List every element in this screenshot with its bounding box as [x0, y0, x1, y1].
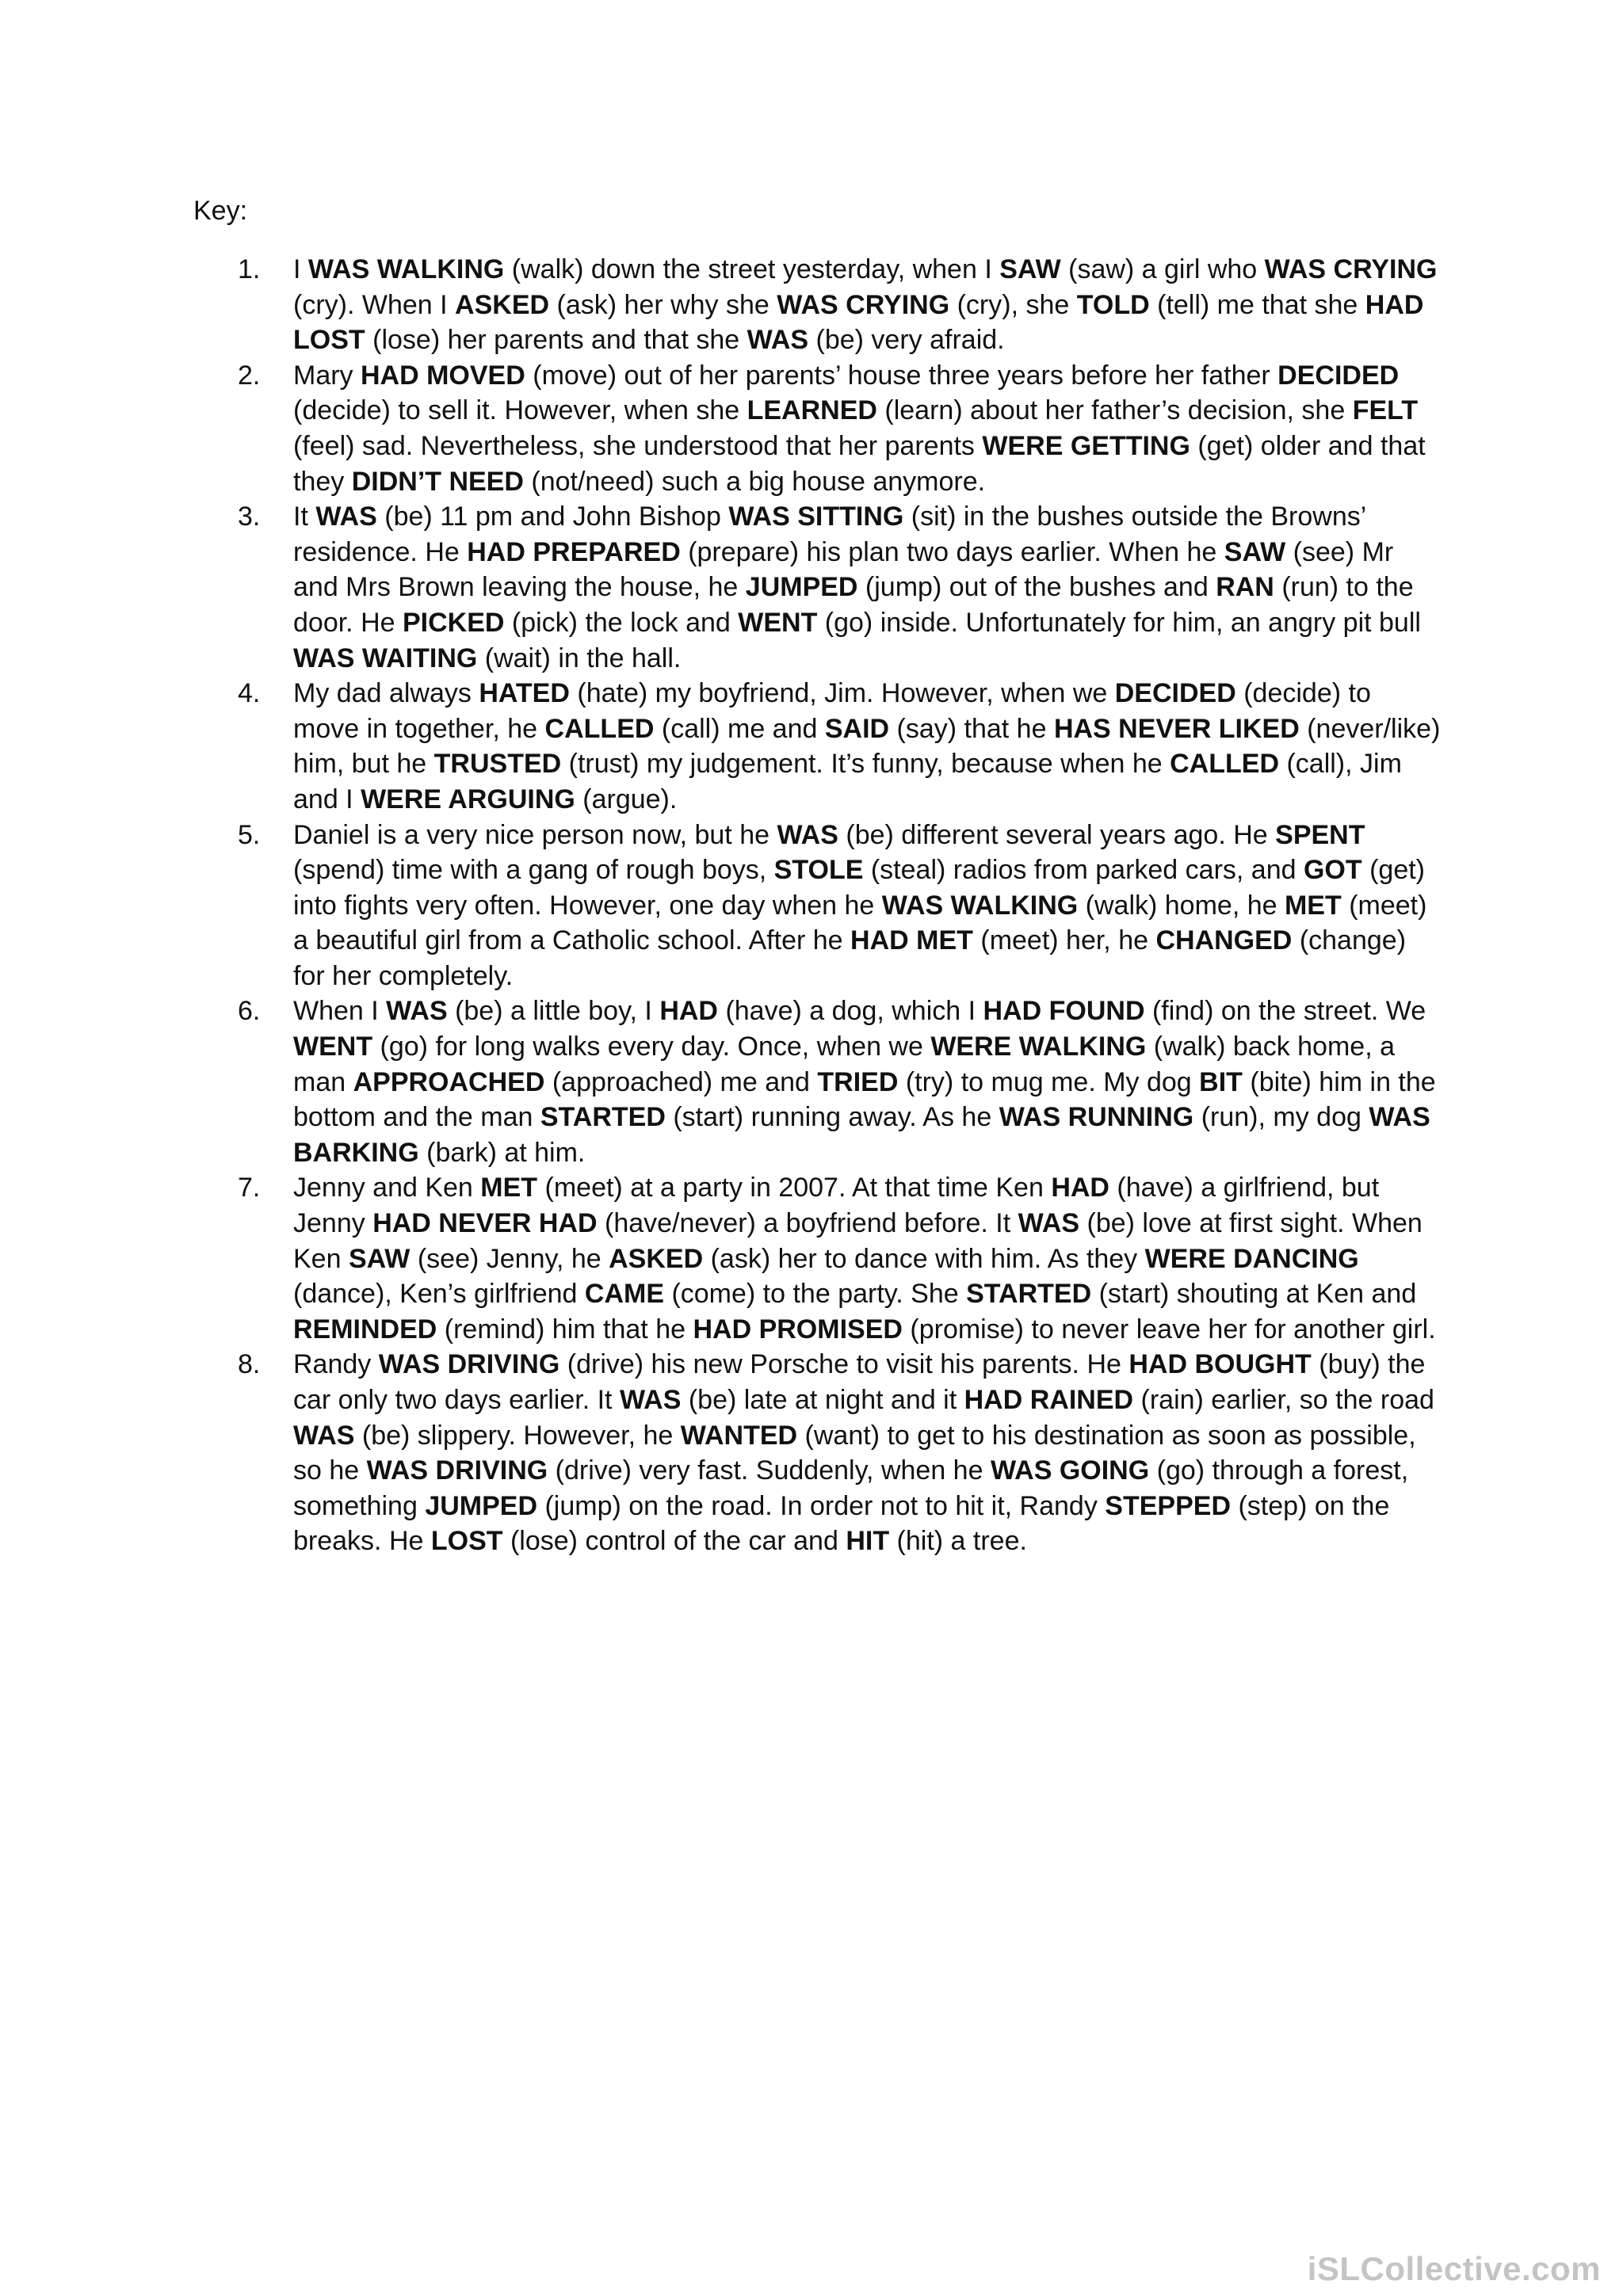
sentence-fragment: (run), my dog [1193, 1102, 1369, 1133]
answer-verb: HAD PROMISED [693, 1314, 903, 1344]
item-text [293, 820, 1426, 991]
answer-verb: SAID [824, 713, 890, 744]
sentence-fragment: (walk) home, he [1078, 890, 1285, 921]
sentence-fragment: (meet) a beautiful girl from a Catholic school. After he [293, 890, 1427, 956]
item-number: 8. [238, 1349, 261, 1380]
sentence-fragment: (meet) her, he [972, 925, 1156, 956]
list-item [238, 818, 1442, 994]
sentence-fragment: (decide) to sell it. However, when she [293, 395, 747, 426]
sentence-fragment: (bark) at him. [418, 1137, 586, 1168]
answer-verb: ASKED [455, 289, 550, 320]
answer-verb: APPROACHED [353, 1066, 545, 1097]
answer-verb: WENT [293, 1032, 373, 1062]
answer-verb: HAD LOST [293, 289, 1424, 356]
sentence-fragment: (walk) back home, a man [293, 1032, 1395, 1097]
answer-verb: CALLED [1170, 749, 1280, 780]
answer-verb: WAS DRIVING [366, 1455, 548, 1486]
answer-verb: DECIDED [1277, 360, 1400, 391]
watermark-logo: iSLCollective.com [1307, 2250, 1601, 2287]
answer-verb: RAN [1216, 572, 1274, 603]
list-item [238, 1347, 1442, 1559]
item-text [293, 1173, 1436, 1344]
sentence-fragment: (get) into fights very often. However, one day when he [293, 855, 1425, 921]
sentence-fragment: (learn) about her father’s decision, she [876, 395, 1353, 426]
answer-verb: HAD RAINED [964, 1385, 1134, 1415]
sentence-fragment: (not/need) such a big house anymore. [523, 466, 986, 497]
answer-verb: JUMPED [745, 572, 858, 603]
sentence-fragment: (pick) the lock and [504, 607, 739, 638]
sentence-fragment: (go) for long walks every day. Once, when we [372, 1032, 931, 1062]
answer-verb: WAS GOING [990, 1455, 1150, 1486]
sentence-fragment: My dad always [293, 678, 479, 709]
sentence-fragment: (come) to the party. She [664, 1279, 967, 1310]
sentence-fragment: (be) a little boy, I [447, 996, 660, 1027]
answer-verb: LOST [430, 1526, 503, 1557]
sentence-fragment: I [293, 254, 308, 284]
sentence-fragment: (be) different several years ago. He [838, 819, 1276, 850]
sentence-fragment: (go) through a forest, something [293, 1455, 1409, 1521]
sentence-fragment: (cry), she [949, 289, 1077, 320]
item-text [293, 1349, 1434, 1556]
answer-verb: DIDN’T NEED [351, 466, 524, 497]
sentence-fragment: (bite) him in the bottom and the man [293, 1066, 1436, 1133]
answer-verb: HIT [846, 1526, 890, 1557]
list-item [238, 676, 1442, 817]
item-text [293, 502, 1421, 673]
sentence-fragment: (feel) sad. Nevertheless, she understood that her parents [293, 430, 983, 461]
sentence-fragment: (go) inside. Unfortunately for him, an angry pit bull [817, 607, 1421, 638]
item-number: 6. [238, 996, 261, 1027]
sentence-fragment: (approached) me and [544, 1066, 818, 1097]
sentence-fragment: (get) older and that they [293, 430, 1426, 497]
sentence-fragment: (dance), Ken’s girlfriend [293, 1279, 585, 1310]
sentence-fragment: (spend) time with a gang of rough boys, [293, 855, 774, 886]
answer-verb: LEARNED [747, 395, 877, 426]
answer-verb: WAS [619, 1385, 682, 1415]
item-number: 1. [238, 254, 261, 284]
sentence-fragment: (sit) in the bushes outside the Browns’ residence. He [293, 502, 1366, 567]
sentence-fragment: (walk) down the street yesterday, when I [504, 254, 1000, 284]
answer-verb: STOLE [773, 855, 864, 886]
item-number: 5. [238, 819, 261, 850]
sentence-fragment: (cry). When I [293, 289, 456, 320]
answer-verb: STARTED [540, 1102, 666, 1133]
answer-verb: WANTED [680, 1420, 798, 1451]
answer-verb: SAW [348, 1243, 411, 1274]
answer-verb: WAS SITTING [728, 502, 904, 532]
answer-verb: CALLED [544, 713, 655, 744]
answer-verb: HAD FOUND [983, 996, 1145, 1027]
answer-verb: WAS [747, 325, 809, 356]
answer-verb: HAD PREPARED [467, 536, 681, 567]
answer-verb: CHANGED [1155, 925, 1293, 956]
answer-verb: BIT [1199, 1066, 1243, 1097]
answer-verb: MET [480, 1173, 538, 1203]
sentence-fragment: (lose) control of the car and [502, 1526, 846, 1557]
sentence-fragment: (be) very afraid. [808, 325, 1005, 356]
sentence-fragment: (see) Jenny, he [410, 1243, 609, 1274]
sentence-fragment: (jump) out of the bushes and [857, 572, 1216, 603]
sentence-fragment: (wait) in the hall. [477, 643, 682, 673]
list-item [238, 252, 1442, 358]
sentence-fragment: (meet) at a party in 2007. At that time Ken [537, 1173, 1052, 1203]
answer-verb: WAS [293, 1420, 355, 1451]
sentence-fragment: (jump) on the road. In order not to hit it, Randy [537, 1490, 1106, 1521]
sentence-fragment: (start) running away. As he [665, 1102, 999, 1133]
answer-verb: SPENT [1275, 819, 1365, 850]
answer-verb: HAD [659, 996, 718, 1027]
sentence-fragment: Daniel is a very nice person now, but he [293, 819, 777, 850]
answer-verb: SAW [1224, 536, 1286, 567]
item-text [293, 360, 1426, 497]
sentence-fragment: (buy) the car only two days earlier. It [293, 1349, 1426, 1415]
sentence-fragment: (hit) a tree. [889, 1526, 1027, 1557]
sentence-fragment: (call) me and [654, 713, 825, 744]
answer-verb: WAS WALKING [307, 254, 505, 284]
answer-verb: GOT [1303, 855, 1362, 886]
answer-verb: WAS DRIVING [378, 1349, 560, 1380]
sentence-fragment: (remind) him that he [437, 1314, 693, 1344]
sentence-fragment: (be) 11 pm and John Bishop [376, 502, 729, 532]
sentence-fragment: (step) on the breaks. He [293, 1490, 1390, 1557]
sentence-fragment: (be) slippery. However, he [354, 1420, 681, 1451]
answer-verb: WAS [386, 996, 448, 1027]
key-heading: Key: [193, 196, 248, 226]
answer-verb: HAD MET [850, 925, 973, 956]
list-item [238, 358, 1442, 499]
list-item [238, 994, 1442, 1170]
sentence-fragment: (steal) radios from parked cars, and [863, 855, 1304, 886]
answer-verb: SAW [999, 254, 1061, 284]
answer-verb: HAD [1051, 1173, 1109, 1203]
sentence-fragment: (start) shouting at Ken and [1091, 1279, 1417, 1310]
sentence-fragment: (be) love at first sight. When Ken [293, 1208, 1423, 1274]
sentence-fragment: (see) Mr and Mrs Brown leaving the house, he [293, 536, 1394, 603]
sentence-fragment: (run) to the door. He [293, 572, 1414, 638]
answer-verb: TRUSTED [433, 749, 562, 780]
sentence-fragment: (move) out of her parents’ house three years before her father [525, 360, 1278, 391]
sentence-fragment: (lose) her parents and that she [365, 325, 747, 356]
answer-verb: REMINDED [293, 1314, 437, 1344]
answer-verb: HAS NEVER LIKED [1053, 713, 1300, 744]
list-item [238, 1170, 1442, 1347]
item-text [293, 678, 1440, 814]
sentence-fragment: (call), Jim and I [293, 749, 1402, 814]
answer-verb: HAD MOVED [361, 360, 525, 391]
answer-verb: WAS [315, 502, 377, 532]
sentence-fragment: (have) a dog, which I [718, 996, 983, 1027]
answer-verb: FELT [1352, 395, 1419, 426]
answer-verb: DECIDED [1114, 678, 1236, 709]
answer-verb: STARTED [966, 1279, 1092, 1310]
sentence-fragment: (try) to mug me. My dog [898, 1066, 1200, 1097]
sentence-fragment: (change) for her completely. [293, 925, 1407, 991]
answer-verb: HAD NEVER HAD [372, 1208, 598, 1239]
answer-verb: TRIED [817, 1066, 899, 1097]
sentence-fragment: (be) late at night and it [681, 1385, 964, 1415]
sentence-fragment: (ask) her to dance with him. As they [703, 1243, 1145, 1274]
answer-verb: WAS WALKING [881, 890, 1079, 921]
item-number: 4. [238, 678, 261, 709]
sentence-fragment: (tell) me that she [1149, 289, 1365, 320]
item-number: 3. [238, 502, 261, 532]
answer-verb: WAS BARKING [293, 1102, 1430, 1168]
answer-verb: TOLD [1076, 289, 1150, 320]
answer-verb: WENT [738, 607, 818, 638]
answer-verb: WERE GETTING [982, 430, 1190, 461]
sentence-fragment: Jenny and Ken [293, 1173, 481, 1203]
sentence-fragment: (have) a girlfriend, but Jenny [293, 1173, 1380, 1239]
sentence-fragment: (prepare) his plan two days earlier. When he [680, 536, 1224, 567]
sentence-fragment: (rain) earlier, so the road [1133, 1385, 1434, 1415]
sentence-fragment: (promise) to never leave her for another girl. [902, 1314, 1436, 1344]
sentence-fragment: (never/like) him, but he [293, 713, 1441, 780]
sentence-fragment: (decide) to move in together, he [293, 678, 1371, 744]
answer-verb: WERE WALKING [930, 1032, 1147, 1062]
answer-verb: WAS CRYING [1264, 254, 1438, 284]
sentence-fragment: (saw) a girl who [1060, 254, 1265, 284]
answer-verb: WAS [1018, 1208, 1080, 1239]
sentence-fragment: Mary [293, 360, 361, 391]
sentence-fragment: (want) to get to his destination as soon as possible, so he [293, 1420, 1416, 1486]
answer-verb: WAS CRYING [777, 289, 950, 320]
answer-verb: WERE DANCING [1144, 1243, 1359, 1274]
answer-verb: WERE ARGUING [361, 784, 575, 814]
sentence-fragment: (trust) my judgement. It’s funny, because when he [561, 749, 1170, 780]
sentence-fragment: (find) on the street. We [1144, 996, 1426, 1027]
answer-verb: HAD BOUGHT [1128, 1349, 1312, 1380]
sentence-fragment: (drive) very fast. Suddenly, when he [548, 1455, 991, 1486]
item-number: 7. [238, 1173, 261, 1203]
item-text [293, 254, 1438, 355]
sentence-fragment: (argue). [575, 784, 678, 814]
sentence-fragment: It [293, 502, 316, 532]
sentence-fragment: (hate) my boyfriend, Jim. However, when we [569, 678, 1115, 709]
answer-verb: WAS [777, 819, 838, 850]
sentence-fragment: (ask) her why she [549, 289, 777, 320]
item-number: 2. [238, 360, 261, 391]
answer-verb: HATED [479, 678, 570, 709]
answer-verb: STEPPED [1105, 1490, 1232, 1521]
list-item [238, 499, 1442, 676]
answer-verb: CAME [584, 1279, 664, 1310]
item-text [293, 996, 1436, 1167]
sentence-fragment: (drive) his new Porsche to visit his parents. He [559, 1349, 1129, 1380]
answer-verb: JUMPED [425, 1490, 538, 1521]
sentence-fragment: (say) that he [889, 713, 1054, 744]
answer-key-list [238, 252, 1442, 1559]
sentence-fragment: When I [293, 996, 387, 1027]
answer-verb: PICKED [402, 607, 505, 638]
answer-verb: WAS RUNNING [999, 1102, 1194, 1133]
sentence-fragment: Randy [293, 1349, 379, 1380]
answer-verb: ASKED [609, 1243, 704, 1274]
sentence-fragment: (have/never) a boyfriend before. It [597, 1208, 1018, 1239]
answer-verb: MET [1284, 890, 1342, 921]
answer-verb: WAS WAITING [293, 643, 478, 673]
